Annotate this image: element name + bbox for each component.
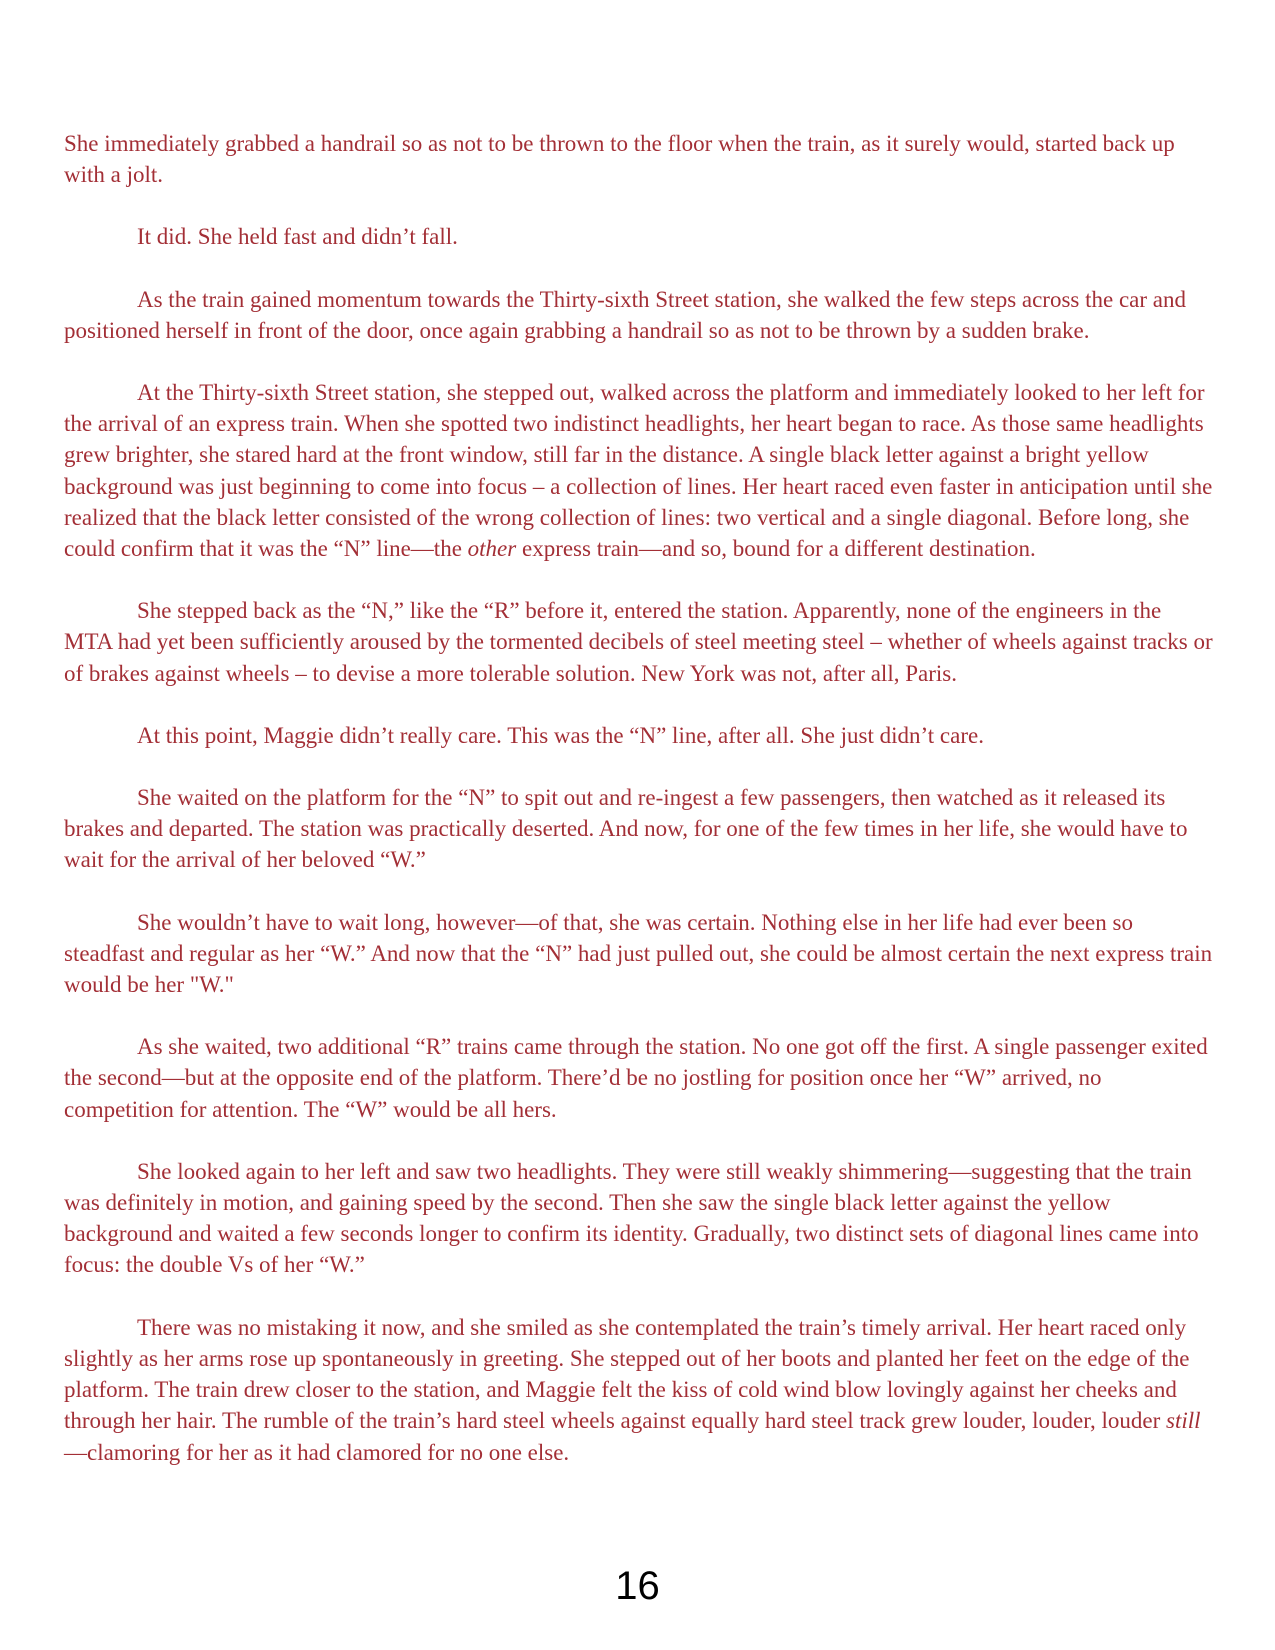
paragraph — [64, 221, 1214, 252]
paragraph — [64, 1312, 1214, 1468]
page-number: 16 — [615, 1564, 660, 1608]
paragraph — [64, 782, 1214, 876]
paragraph-text: She stepped back as the “N,” like the “R” before it, entered the station. Apparently, none of the engineers in the MTA had yet been sufficiently aroused by the tormented decibels of steel meeting steel – whether of wheels against tracks or of brakes against wheels – to devise a more tolerable solution. New York was not, after all, Paris. — [64, 598, 1213, 686]
italic-emphasis: still — [1166, 1408, 1201, 1434]
paragraph-text: As she waited, two additional “R” trains came through the station. No one got off the first. A single passenger exited the second—but at the opposite end of the platform. There’d be no jostling for position once her “W” arrived, no competition for attention. The “W” would be all hers. — [64, 1034, 1208, 1122]
paragraph-text: She wouldn’t have to wait long, however—of that, she was certain. Nothing else in her life had ever been so steadfast and regular as her “W.” And now that the “N” had just pulled out, she could be almost certain the next express train would be her "W." — [64, 909, 1213, 998]
paragraph — [64, 907, 1214, 1001]
paragraph-text: She looked again to her left and saw two headlights. They were still weakly shimmering—suggesting that the train was definitely in motion, and gaining speed by the second. Then she saw the single black letter against the yellow background and waited a few seconds longer to confirm its identity. Gradually, two distinct sets of diagonal lines came into focus: the double Vs of her “W.” — [64, 1158, 1199, 1278]
paragraph — [64, 1156, 1214, 1281]
paragraph-text: It did. She held fast and didn’t fall. — [137, 224, 458, 250]
paragraph-text: At the Thirty-sixth Street station, she stepped out, walked across the platform and immediately looked to her left for the arrival of an express train. When she spotted two indistinct headlights, her heart began to race. As those same headlights grew brighter, she stared hard at the front window, still far in the distance. A single black letter against a bright yellow background was just beginning to come into focus – a collection of lines. Her heart raced even faster in anticipation until she realized that the black letter consisted of the wrong collection of lines: two vertical and a single diagonal. Before long, she could confirm that it was the “N” line—the — [64, 380, 1213, 562]
paragraph — [64, 595, 1214, 689]
paragraph-text: At this point, Maggie didn’t really care. This was the “N” line, after all. She just didn’t care. — [137, 722, 984, 748]
paragraph-text: express train—and so, bound for a different destination. — [516, 536, 1036, 562]
paragraph — [64, 284, 1214, 346]
paragraph-text: —clamoring for her as it had clamored for no one else. — [64, 1439, 570, 1465]
body-text — [64, 128, 1214, 1499]
paragraph-text: She waited on the platform for the “N” to spit out and re-ingest a few passengers, then watched as it released its brakes and departed. The station was practically deserted. And now, for one of the few times in her life, she would have to wait for the arrival of her beloved “W.” — [64, 785, 1188, 873]
paragraph-text: She immediately grabbed a handrail so as not to be thrown to the floor when the train, as it surely would, started back up with a jolt. — [64, 131, 1175, 188]
paragraph-text: There was no mistaking it now, and she smiled as she contemplated the train’s timely arrival. Her heart raced only slightly as her arms rose up spontaneously in greeting. She stepped out of her boots and planted her feet on the edge of the platform. The train drew closer to the station, and Maggie felt the kiss of cold wind blow lovingly against her cheeks and through her hair. The rumble of the train’s hard steel wheels against equally hard steel track grew louder, louder, louder — [64, 1314, 1190, 1434]
italic-emphasis: other — [467, 536, 517, 562]
paragraph — [64, 377, 1214, 564]
paragraph — [64, 720, 1214, 751]
paragraph — [64, 128, 1214, 190]
paragraph-text: As the train gained momentum towards the Thirty-sixth Street station, she walked the few steps across the car and positioned herself in front of the door, once again grabbing a handrail so as not to be thrown by a sudden brake. — [64, 286, 1187, 343]
paragraph — [64, 1031, 1214, 1125]
